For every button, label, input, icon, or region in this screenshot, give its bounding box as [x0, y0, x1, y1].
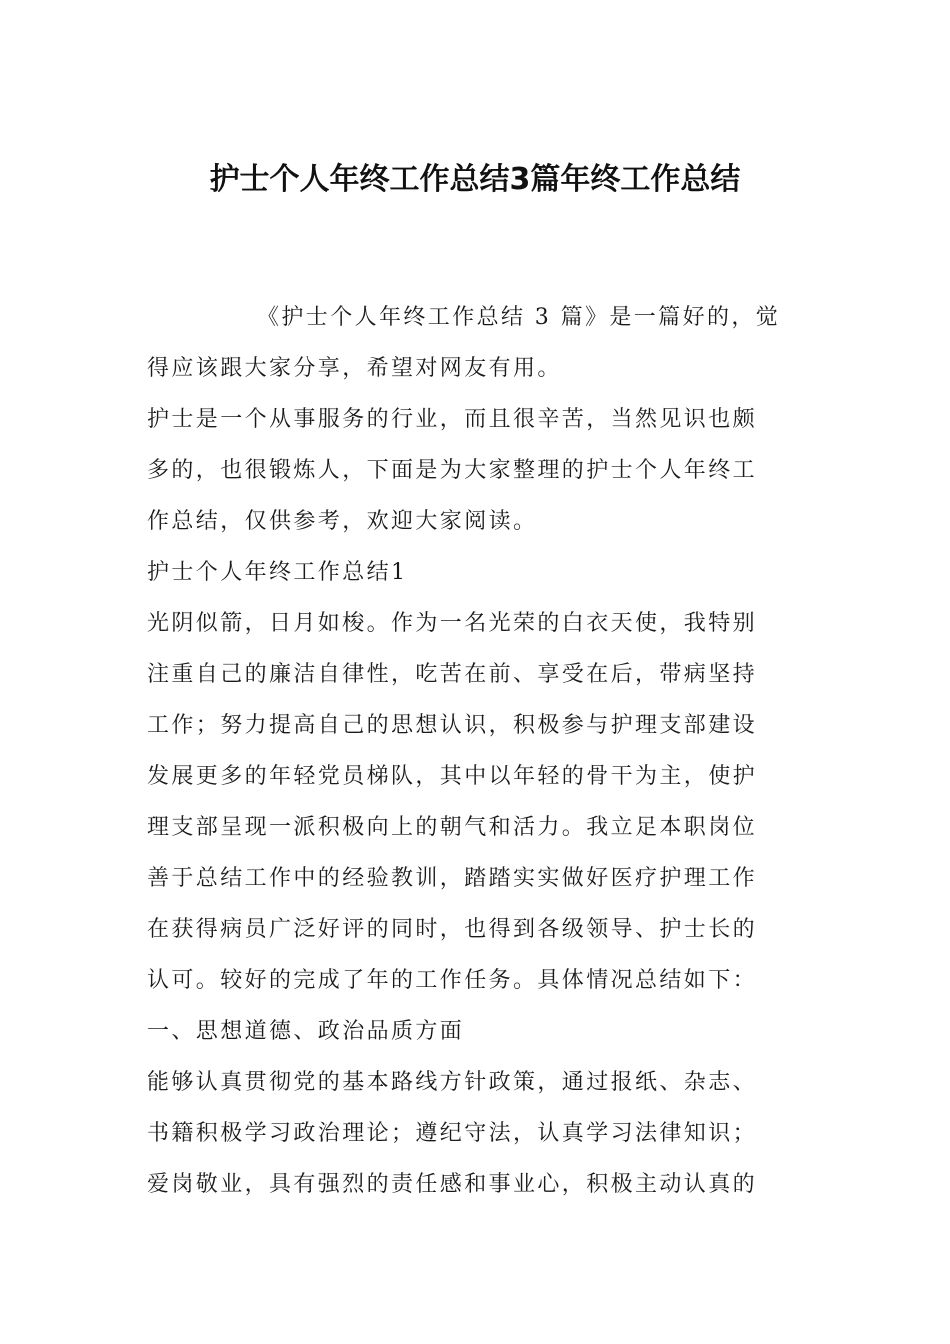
intro-line-2: 得应该跟大家分享，希望对网友有用。 — [147, 356, 562, 381]
paragraph-line: 护士是一个从事服务的行业，而且很辛苦，当然见识也颇 — [147, 407, 758, 432]
section-heading: 护士个人年终工作总结1 — [147, 560, 408, 585]
paragraph-line: 注重自己的廉洁自律性，吃苦在前、享受在后，带病坚持 — [147, 662, 758, 687]
paragraph-line: 认可。较好的完成了年的工作任务。具体情况总结如下： — [147, 968, 758, 993]
paragraph-line: 多的，也很锻炼人，下面是为大家整理的护士个人年终工 — [147, 458, 758, 483]
paragraph-line: 爱岗敬业，具有强烈的责任感和事业心，积极主动认真的 — [147, 1172, 758, 1197]
paragraph-line: 理支部呈现一派积极向上的朝气和活力。我立足本职岗位 — [147, 815, 758, 840]
paragraph-line: 在获得病员广泛好评的同时，也得到各级领导、护士长的 — [147, 917, 758, 942]
document-title: 护士个人年终工作总结3篇年终工作总结 — [209, 162, 741, 197]
paragraph-line: 能够认真贯彻党的基本路线方针政策，通过报纸、杂志、 — [147, 1070, 758, 1095]
paragraph-line: 作总结，仅供参考，欢迎大家阅读。 — [147, 509, 538, 534]
paragraph-line: 善于总结工作中的经验教训，踏踏实实做好医疗护理工作 — [147, 866, 758, 891]
paragraph-line: 书籍积极学习政治理论；遵纪守法，认真学习法律知识； — [147, 1121, 758, 1146]
paragraph-line: 光阴似箭，日月如梭。作为一名光荣的白衣天使，我特别 — [147, 611, 758, 636]
paragraph-line: 工作；努力提高自己的思想认识，积极参与护理支部建设 — [147, 713, 758, 738]
paragraph-line: 发展更多的年轻党员梯队，其中以年轻的骨干为主，使护 — [147, 764, 758, 789]
document-body — [147, 292, 807, 1210]
subsection-heading: 一、思想道德、政治品质方面 — [147, 1019, 465, 1044]
intro-line-1: 《护士个人年终工作总结 3 篇》是一篇好的，觉 — [257, 305, 781, 330]
